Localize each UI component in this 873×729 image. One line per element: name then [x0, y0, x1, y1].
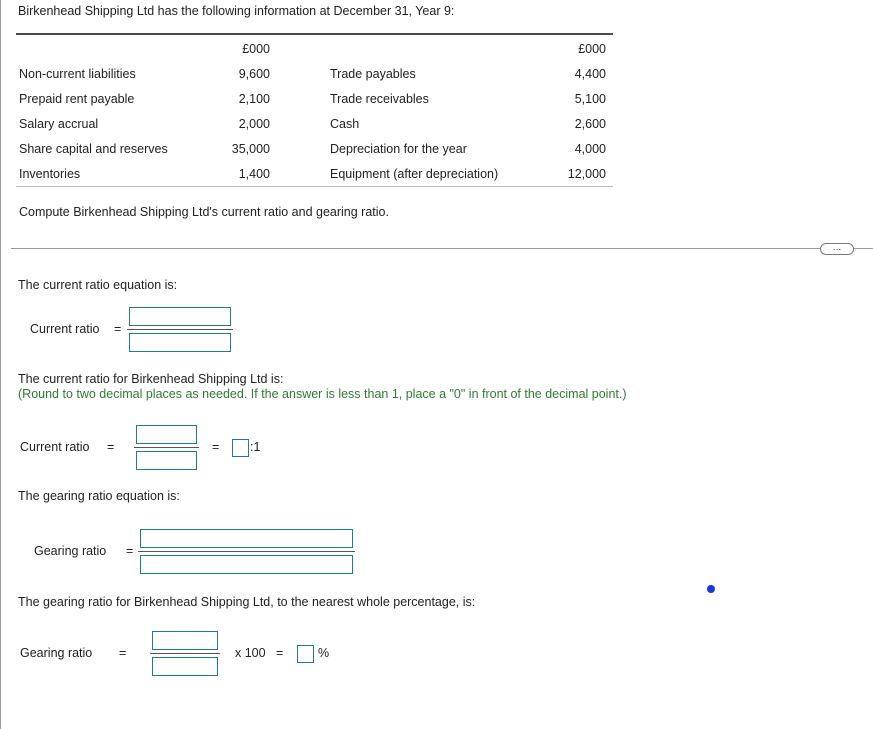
table-row-label: Depreciation for the year — [330, 142, 467, 156]
current-ratio-equation-heading: The current ratio equation is: — [18, 278, 178, 292]
table-bottom-border — [16, 186, 613, 187]
table-row-value: 5,100 — [574, 92, 606, 106]
table-row-value: 9,600 — [238, 67, 270, 81]
table-row-label: Cash — [330, 117, 360, 131]
equals-sign: = — [276, 646, 284, 660]
gearing-ratio-equation-heading: The gearing ratio equation is: — [18, 489, 180, 503]
table-row-label: Trade receivables — [330, 92, 429, 106]
equals-sign: = — [107, 440, 115, 454]
equals-sign: = — [126, 544, 134, 558]
question-text: Compute Birkenhead Shipping Ltd's current ratio and gearing ratio. — [19, 205, 389, 219]
current-ratio-answer-input[interactable] — [232, 439, 249, 457]
table-row-value: 12,000 — [567, 167, 606, 181]
intro-text: Birkenhead Shipping Ltd has the following information at December 31, Year 9: — [18, 4, 455, 18]
fraction-bar — [150, 653, 220, 654]
gearing-ratio-label: Gearing ratio — [34, 544, 107, 558]
table-row-value: 4,400 — [574, 67, 606, 81]
current-ratio-numerator-input[interactable] — [129, 307, 231, 326]
current-ratio-denominator-input[interactable] — [129, 333, 231, 352]
section-divider — [11, 248, 873, 249]
table-row-value: 2,000 — [238, 117, 270, 131]
fraction-bar — [134, 447, 199, 448]
table-row-label: Inventories — [19, 167, 81, 181]
gearing-ratio-numerator-input[interactable] — [140, 529, 353, 548]
current-ratio-label: Current ratio — [30, 322, 100, 336]
gearing-ratio-calc-heading: The gearing ratio for Birkenhead Shipping Ltd, to the nearest whole percentage, is: — [18, 595, 476, 609]
times-100-label: x 100 — [235, 646, 266, 660]
gearing-numerator-value-input[interactable] — [152, 631, 218, 650]
gearing-denominator-value-input[interactable] — [152, 657, 218, 676]
current-assets-value-input[interactable] — [136, 425, 197, 444]
table-row-value: 1,400 — [238, 167, 270, 181]
table-row-label: Non-current liabilities — [19, 67, 136, 81]
table-row-value: 35,000 — [231, 142, 270, 156]
equals-sign: = — [212, 440, 220, 454]
gearing-ratio-label: Gearing ratio — [20, 646, 93, 660]
left-column-header: £000 — [242, 42, 270, 56]
equals-sign: = — [119, 646, 127, 660]
table-row-label: Trade payables — [330, 67, 416, 81]
table-top-border — [16, 33, 613, 35]
ratio-suffix: :1 — [250, 440, 261, 454]
gearing-ratio-denominator-input[interactable] — [140, 555, 353, 574]
fraction-bar — [138, 551, 355, 552]
table-row-label: Salary accrual — [19, 117, 99, 131]
table-row-value: 2,100 — [238, 92, 270, 106]
more-options-button[interactable]: … — [820, 243, 854, 255]
rounding-hint: (Round to two decimal places as needed. If the answer is less than 1, place a "0" in front of the decimal point.) — [18, 387, 627, 401]
equals-sign: = — [114, 322, 122, 336]
fraction-bar — [127, 329, 233, 330]
left-edge-line — [0, 0, 1, 729]
current-ratio-calc-heading: The current ratio for Birkenhead Shipping Ltd is: — [18, 372, 284, 386]
cursor-dot-icon — [707, 585, 715, 593]
table-row-label: Equipment (after depreciation) — [330, 167, 499, 181]
gearing-ratio-answer-input[interactable] — [297, 645, 314, 663]
right-column-header: £000 — [578, 42, 606, 56]
table-row-label: Prepaid rent payable — [19, 92, 135, 106]
table-row-label: Share capital and reserves — [19, 142, 168, 156]
current-liabilities-value-input[interactable] — [136, 451, 197, 470]
table-row-value: 4,000 — [574, 142, 606, 156]
table-row-value: 2,600 — [574, 117, 606, 131]
current-ratio-label: Current ratio — [20, 440, 90, 454]
percent-suffix: % — [318, 646, 330, 660]
